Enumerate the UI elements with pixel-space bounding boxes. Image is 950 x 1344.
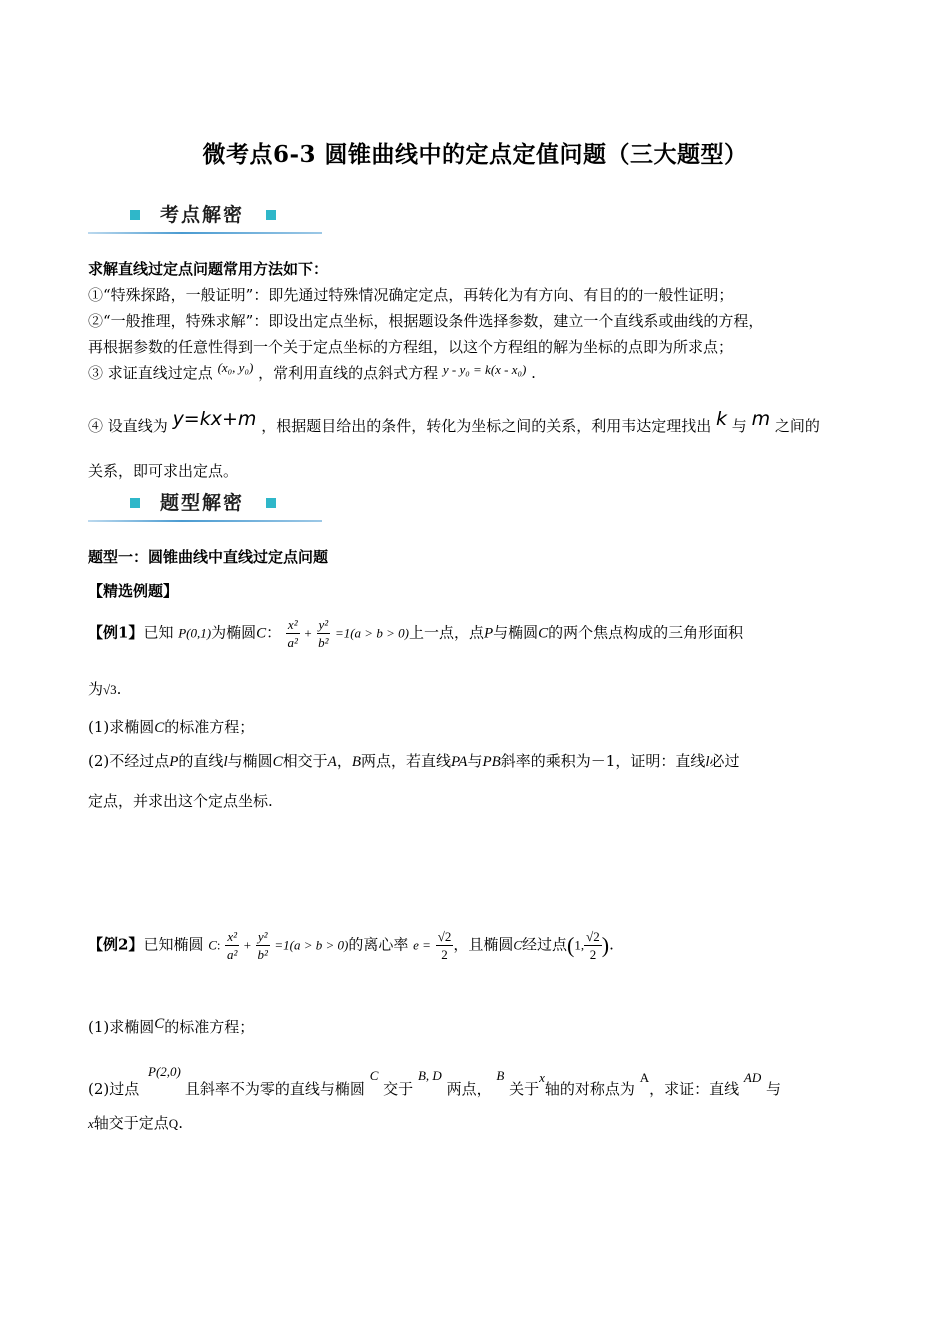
text: 已知 [143, 623, 174, 642]
fraction-y2-b2 [317, 618, 331, 649]
var-C: C [208, 937, 217, 953]
banner-underline [88, 232, 322, 234]
example-2-q2b [88, 1112, 183, 1133]
text: 与椭圆 [493, 623, 539, 642]
text: ，且椭圆 [453, 935, 514, 954]
text: 经过点 [522, 935, 568, 954]
fraction-x2-a2 [225, 930, 239, 961]
page-title: 微考点6-3 圆锥曲线中的定点定值问题（三大题型） [202, 141, 748, 168]
square-icon [130, 498, 140, 508]
text: 的直线 [178, 752, 224, 770]
text: 轴交于定点 [93, 1114, 169, 1132]
text: 上一点，点 [408, 623, 484, 642]
denominator: a² [226, 947, 238, 962]
text: 与 [731, 417, 747, 435]
formula-m: m [751, 408, 771, 430]
numerator: √2 [586, 929, 600, 944]
text: 两点，若直线 [361, 752, 452, 770]
square-icon [266, 498, 276, 508]
text: 与椭圆 [227, 752, 273, 770]
denominator: a² [287, 635, 298, 650]
text: 的标准方程； [164, 718, 255, 736]
denominator: 2 [441, 947, 448, 962]
numerator: x² [227, 929, 237, 944]
example-2-q1 [88, 1016, 254, 1037]
formula-point: (x₀, y₀) [217, 360, 254, 375]
text: (2)过点 [88, 1080, 140, 1098]
method-heading: 求解直线过定点问题常用方法如下： [88, 260, 329, 278]
var-l: l [223, 754, 228, 770]
var-P: P [483, 625, 494, 642]
var-A: A [639, 1070, 650, 1085]
plus-sign: + [243, 937, 252, 953]
text: . [178, 1114, 183, 1132]
var-C: C [154, 720, 165, 736]
example-1-line1 [88, 618, 743, 649]
banner-underline [88, 520, 322, 522]
var-A: A [327, 754, 337, 770]
text: 交于 [383, 1080, 414, 1098]
right-paren: ) [601, 932, 610, 958]
point-x: 1, [574, 937, 585, 953]
section-banner-kaodian [88, 200, 322, 236]
var-P: P [169, 754, 179, 770]
var-x: x [88, 1116, 94, 1131]
square-icon [130, 210, 140, 220]
text: 必过 [709, 752, 740, 770]
text: 的标准方程； [164, 1018, 255, 1036]
text: ，常利用直线的点斜式方程 [258, 364, 439, 382]
text: 为椭圆 [211, 623, 257, 642]
square-icon [266, 210, 276, 220]
var-C: C [538, 625, 549, 642]
text: 且斜率不为零的直线与椭圆 [184, 1080, 365, 1098]
type1-heading: 题型一：圆锥曲线中直线过定点问题 [88, 548, 329, 566]
method-4b: 关系，即可求出定点。 [88, 462, 239, 480]
var-e: e = [413, 937, 431, 953]
example-2-line1 [88, 930, 614, 961]
text: . [609, 935, 614, 954]
example-1-q1 [88, 716, 254, 737]
text: 与 [766, 1080, 782, 1098]
denominator: b² [257, 947, 268, 962]
text: 的离心率 [348, 935, 409, 954]
numerator: x² [287, 617, 298, 632]
var-x: x [539, 1070, 545, 1085]
var-B: B [351, 754, 362, 770]
fraction-y2-b2 [256, 930, 270, 961]
var-PA: PA [451, 754, 468, 770]
text: (1)求椭圆 [88, 1018, 155, 1036]
numerator: y² [257, 929, 268, 944]
method-3 [88, 360, 536, 383]
section-banner-tixing [88, 488, 322, 524]
var-AD: AD [743, 1070, 762, 1085]
text: 之间的 [774, 417, 820, 435]
text: (1)求椭圆 [88, 718, 155, 736]
formula-ellipse-rest: =1(a > b > 0) [334, 625, 409, 641]
denominator: b² [318, 635, 329, 650]
text: 已知椭圆 [143, 935, 204, 954]
banner-label: 考点解密 [159, 204, 244, 226]
example-tag: 【例2】 [88, 935, 144, 954]
formula-line: y=kx+m [172, 408, 257, 430]
text: ， [336, 752, 352, 770]
formula-point: P(2,0) [148, 1064, 181, 1079]
var-C: C [369, 1068, 379, 1083]
selected-examples-heading: 【精选例题】 [88, 582, 179, 600]
text: 两点， [446, 1080, 492, 1098]
fraction-sqrt2-over-2 [584, 930, 602, 961]
example-1-line2 [88, 678, 121, 699]
formula-point: P(0,1) [178, 625, 212, 641]
fraction-sqrt2-over-2 [436, 930, 454, 961]
var-B: B [496, 1068, 505, 1083]
method-2a: ②“一般推理，特殊求解”：即设出定点坐标，根据题设条件选择参数，建立一个直线系或曲线的方程， [88, 312, 764, 330]
formula-point-slope: y - y₀ = k(x - x₀) [442, 362, 527, 377]
method-4 [88, 408, 820, 436]
text: . [531, 364, 536, 382]
text: ，根据题目给出的条件，转化为坐标之间的关系，利用韦达定理找出 [261, 417, 712, 435]
denominator: 2 [589, 947, 597, 962]
fraction-x2-a2 [286, 618, 300, 649]
left-paren: ( [567, 932, 575, 958]
var-C: C [272, 754, 283, 770]
formula-ellipse-rest: =1(a > b > 0) [274, 937, 349, 953]
text: 轴的对称点为 [544, 1080, 635, 1098]
example-1-q2b: 定点，并求出这个定点坐标. [88, 792, 273, 810]
example-tag: 【例1】 [88, 623, 144, 642]
var-l: l [705, 754, 710, 770]
text: 相交于 [282, 752, 328, 770]
text: ，求证：直线 [649, 1080, 740, 1098]
example-2-q2 [88, 1064, 781, 1099]
method-1: ①“特殊探路，一般证明”：即先通过特殊情况确定定点，再转化为有方向、有目的的一般性证明； [88, 286, 734, 304]
text: ④ 设直线为 [88, 417, 168, 435]
text: 斜率的乘积为－1，证明：直线 [500, 752, 706, 770]
numerator: √2 [437, 929, 452, 944]
text: . [116, 680, 122, 698]
example-1-q2 [88, 750, 740, 771]
plus-sign: + [304, 625, 312, 641]
text: ： [266, 623, 282, 642]
var-C: C [256, 625, 267, 642]
banner-label: 题型解密 [159, 492, 244, 514]
formula-sqrt3: √3 [103, 682, 117, 697]
var-Q: Q [168, 1116, 179, 1131]
text: 与 [467, 752, 483, 770]
var-BD: B, D [417, 1068, 442, 1083]
text: (2)不经过点 [88, 752, 170, 770]
text: 关于 [509, 1080, 540, 1098]
method-2b: 再根据参数的任意性得到一个关于定点坐标的方程组，以这个方程组的解为坐标的点即为所求点； [88, 338, 734, 356]
var-C: C [154, 1016, 165, 1032]
formula-k: k [715, 408, 727, 430]
numerator: y² [318, 617, 329, 632]
text: 为 [88, 680, 104, 698]
text: : [216, 937, 221, 953]
text: 的两个焦点构成的三角形面积 [548, 623, 744, 642]
var-PB: PB [482, 754, 501, 770]
var-C: C [513, 937, 523, 953]
text: ③ 求证直线过定点 [88, 364, 213, 382]
